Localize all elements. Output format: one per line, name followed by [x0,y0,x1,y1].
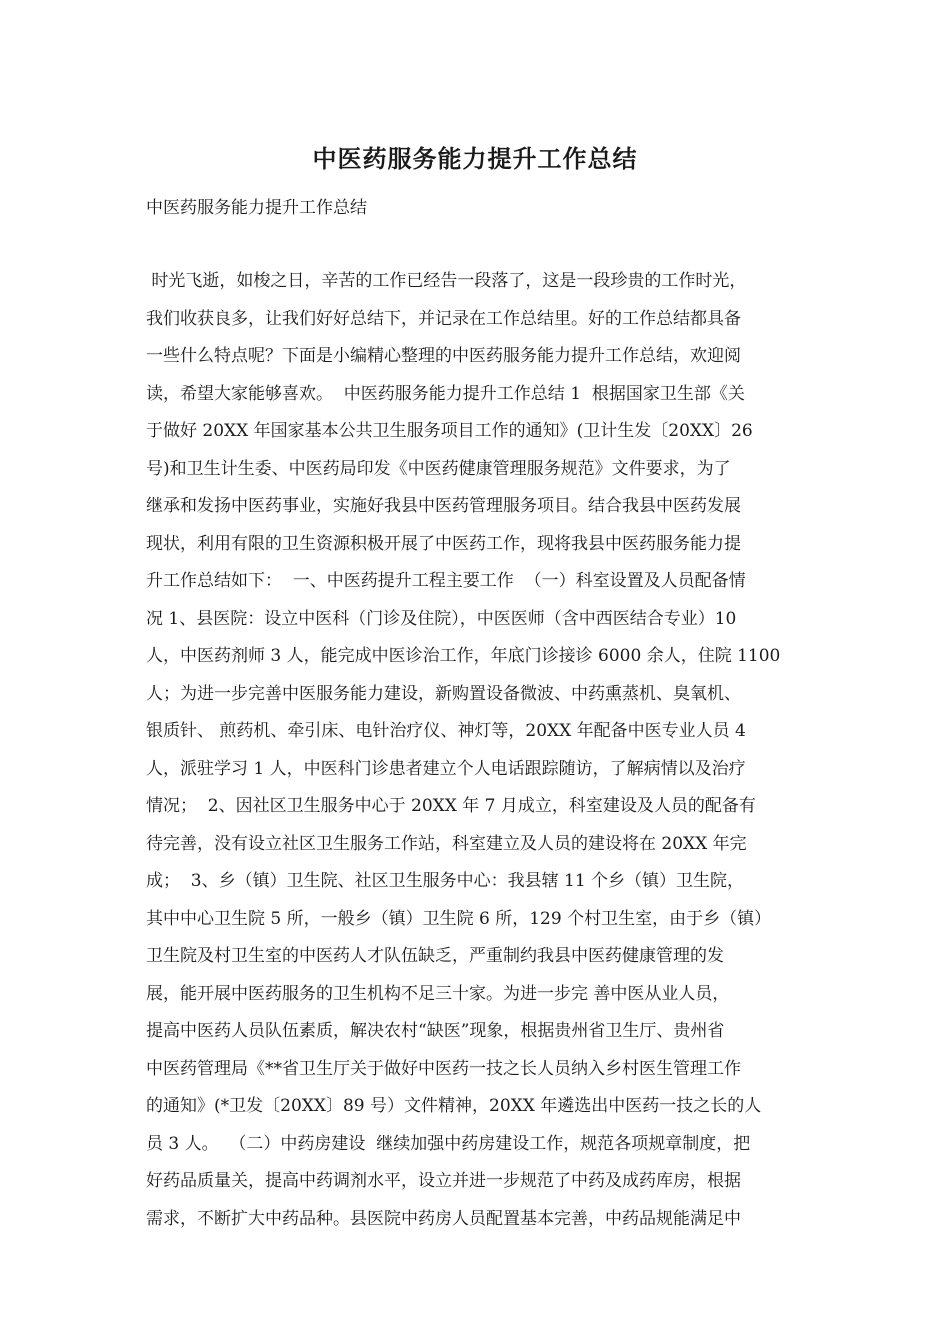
body-line: 我们收获良多，让我们好好总结下，并记录在工作总结里。好的工作总结都具备 [146,308,741,329]
body-line: 人，中医药剂师 3 人，能完成中医诊治工作，年底门诊接诊 6000 余人，住院 1100 [146,646,781,666]
body-line: 人；为进一步完善中医服务能力建设，新购置设备微波、中药熏蒸机、臭氧机、 [146,683,741,704]
body-line: 卫生院及村卫生室的中医药人才队伍缺乏，严重制约我县中医药健康管理的发 [146,946,724,966]
body-line: 展，能开展中医药服务的卫生机构不足三十家。为进一步完 善中医从业人员， [146,983,730,1004]
body-line: 需求，不断扩大中药品种。县医院中药房人员配置基本完善，中药品规能满足中 [146,1208,741,1229]
body-line: 的通知》(*卫发〔20XX〕89 号）文件精神，20XX 年遴选出中医药一技之长的人 [146,1096,762,1116]
body-line: 升工作总结如下： 一、中医药提升工程主要工作 （一）科室设置及人员配备情 [146,571,746,591]
body-line: 人，派驻学习 1 人，中医科门诊患者建立个人电话跟踪随访，了解病情以及治疗 [146,758,746,779]
body-line: 现状，利用有限的卫生资源积极开展了中医药工作，现将我县中医药服务能力提 [146,533,741,554]
body-line: 成； 3、乡（镇）卫生院、社区卫生服务中心：我县辖 11 个乡（镇）卫生院， [146,871,745,891]
body-line: 其中中心卫生院 5 所，一般乡（镇）卫生院 6 所，129 个村卫生室，由于乡（镇） [146,908,772,929]
document-title: 中医药服务能力提升工作总结 [312,144,638,173]
body-line: 中医药管理局《**省卫生厅关于做好中医药一技之长人员纳入乡村医生管理工作 [146,1058,741,1079]
body-line: 情况； 2、因社区卫生服务中心于 20XX 年 7 月成立，科室建设及人员的配备有 [146,796,756,816]
body-line: 继承和发扬中医药事业，实施好我县中医药管理服务项目。结合我县中医药发展 [146,496,741,516]
body-line: 况 1、县医院：设立中医科（门诊及住院），中医医师（含中西医结合专业）10 [146,608,737,629]
body-line: 读，希望大家能够喜欢。 中医药服务能力提升工作总结 1 根据国家卫生部《关 [146,383,745,404]
body-line: 银质针、 煎药机、牵引床、电针治疗仪、神灯等，20XX 年配备中医专业人员 4 [146,721,746,741]
body-line: 于做好 20XX 年国家基本公共卫生服务项目工作的通知》(卫计生发〔20XX〕26 [146,421,753,441]
body-line: 一些什么特点呢？下面是小编精心整理的中医药服务能力提升工作总结，欢迎阅 [146,346,741,366]
body-line: 员 3 人。 （二）中药房建设 继续加强中药房建设工作，规范各项规章制度，把 [146,1133,751,1154]
body-line: 时光飞逝，如梭之日，辛苦的工作已经告一段落了，这是一段珍贵的工作时光， [146,271,747,291]
body-line: 提高中医药人员队伍素质，解决农村“缺医”现象，根据贵州省卫生厅、贵州省 [146,1021,725,1041]
body-line: 待完善，没有设立社区卫生服务工作站，科室建立及人员的建设将在 20XX 年完 [146,833,747,854]
body-line: 号)和卫生计生委、中医药局印发《中医药健康管理服务规范》文件要求，为了 [146,458,731,479]
body-line: 好药品质量关，提高中药调剂水平，设立并进一步规范了中药及成药库房，根据 [146,1171,741,1191]
document-subtitle: 中医药服务能力提升工作总结 [146,198,367,218]
document-body [146,263,810,1238]
